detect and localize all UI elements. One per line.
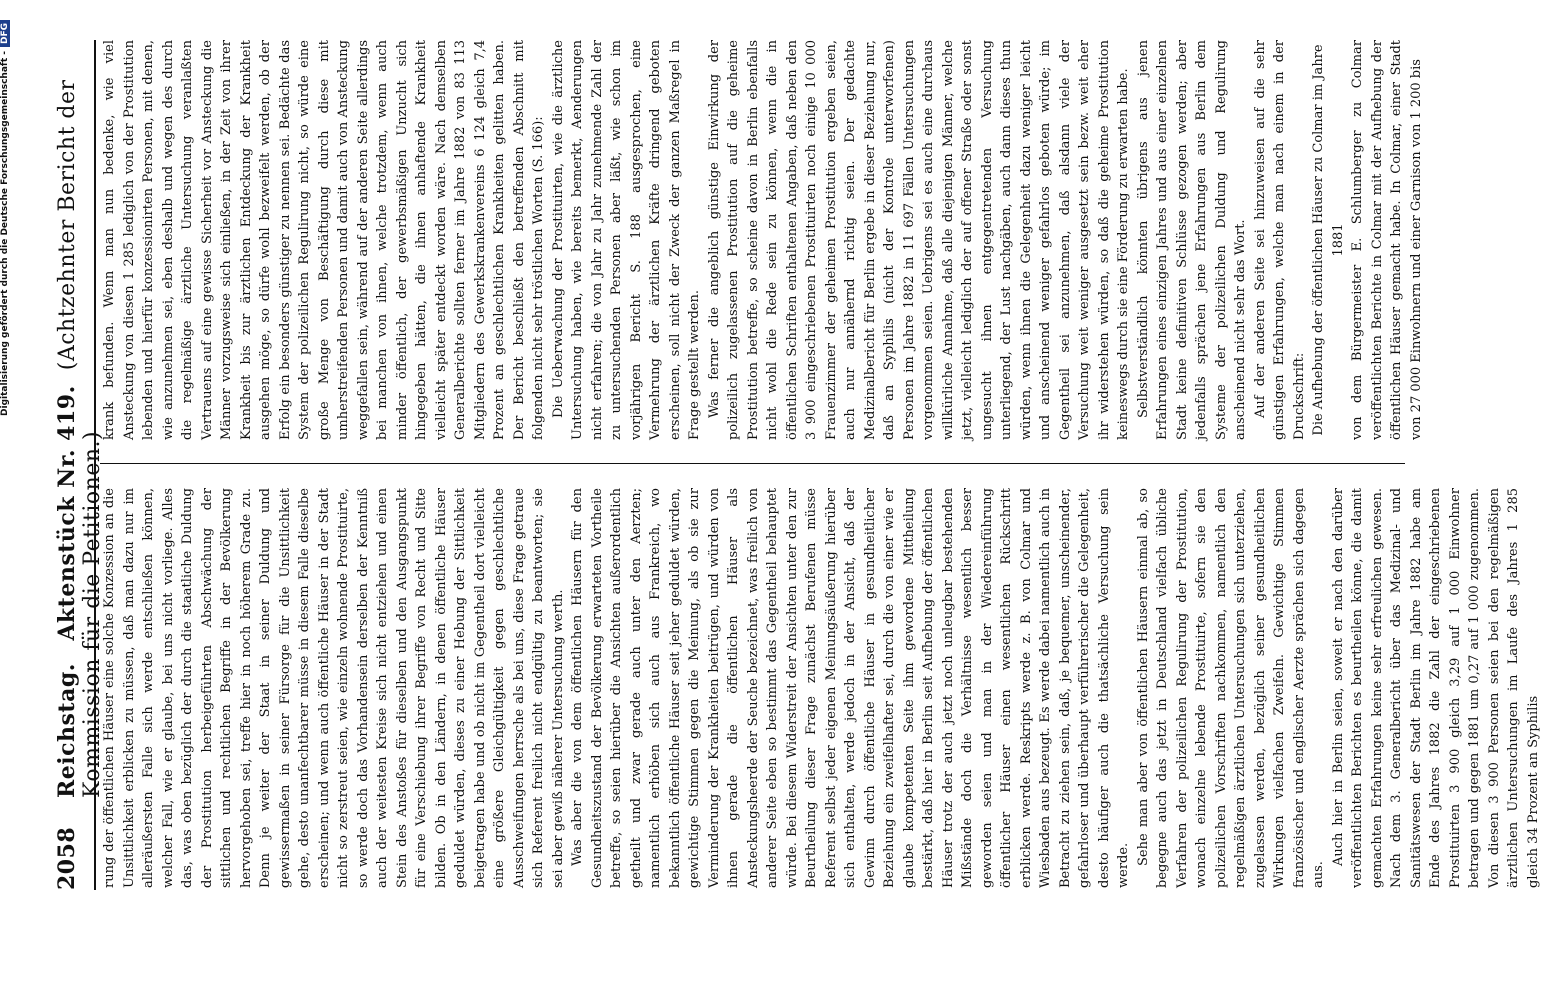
paragraph: rung der öffentlichen Häuser eine solche Konzession an die Unsittlichkeit erblicken zu müssen, daß man dazu nur im alleräußersten Falle sich werde entschließen können, welcher Fall, wie er glaube, bei uns nicht vorliege. Alles das, was oben bezüglich der durch die staatliche Duldung der Prostitution herbeigeführten Abschwächung der sittlichen und rechtlichen Begriffe in der Bevölkerung hervorgehoben sei, treffe hier in noch höherem Grade zu. Denn je weiter der Staat in seiner Duldung und gewissermaßen in seiner Fürsorge für die Unsittlichkeit gehe, desto unanfechtbarer müsse in diesem Falle dieselbe erscheinen; und wenn auch öffentliche Häuser in der Stadt nicht so zerstreut seien, wie einzeln wohnende Prostituirte, so werde doch das Vorhandensein derselben der Kenntniß auch der weitesten Kreise sich nicht entziehen und einen Stein des Anstoßes für dieselben und den Ausgangspunkt für eine Verschiebung ihrer Begriffe von Recht und Sitte bilden. Ob in den Ländern, in denen öffentliche Häuser geduldet würden, dieses zu einer Hebung der Sittlichkeit beigetragen habe und ob nicht im Gegentheil dort vielleicht eine größere Gleichgültigkeit gegen geschlechtliche Ausschweifungen herrsche als bei uns, diese Frage getraue sich Referent freilich nicht endgültig zu beantworten; sie sei aber gewiß näherer Untersuchung werth.	[102, 488, 566, 888]
left-column	[100, 488, 1541, 888]
dfg-logo: DFG	[0, 20, 10, 47]
title-document-number: Aktenstück Nr. 419.	[54, 385, 80, 641]
paragraph: Was ferner die angeblich günstige Einwirkung der polizeilich zugelassenen Prostitution auf die geheime Prostitution betreffe, so scheine davon in Berlin ebenfalls nicht wohl die Rede sein zu können, wenn die in öffentlichen Schriften enthaltenen Angaben, daß neben den 3 900 eingeschriebenen Prostituirten noch einige 10 000 Frauenzimmer der geheimen Prostitution ergeben seien, auch nur annähernd richtig seien. Der gedachte Medizinalbericht für Berlin ergebe in dieser Beziehung nur, daß an Syphilis (nicht der Kontrole unterworfenen) Personen im Jahre 1882 in 11 697 Fällen Untersuchungen vorgenommen seien. Uebrigens sei es auch eine durchaus willkürliche Annahme, daß alle diejenigen Männer, welche jetzt, vielleicht lediglich der auf offener Straße oder sonst ungesucht ihnen entgegentretenden Versuchung unterliegend, der Lust nachgäben, auch dann dieses thun würden, wenn ihnen die Gelegenheit dazu weniger leicht und anscheinend weniger gefahrlos geboten würde; im Gegentheil sei anzunehmen, daß alsdann viele der Versuchung weit weniger ausgesetzt sein bezw. weit eher ihr widerstehen würden, so daß die geheime Prostitution keineswegs durch sie eine Förderung zu erwarten habe.	[706, 40, 1131, 440]
title-prefix: Reichstag.	[54, 663, 80, 798]
page-number: 2058	[54, 826, 80, 890]
cited-title: Die Aufhebung der öffentlichen Häuser zu Colmar im Jahre 1881	[1311, 44, 1346, 436]
paragraph: von dem Bürgermeister E. Schlumberger zu Colmar veröffentlichten Berichte in Colmar mit der Aufhebung der öffentlichen Häuser gemacht habe. In Colmar, einer Stadt von 27 000 Einwohnern und einer Garnison von 1 200 bis	[1350, 40, 1424, 440]
header-rule	[94, 40, 96, 890]
paragraph: Auch hier in Berlin seien, soweit er nach den darüber veröffentlichten Berichten es beurtheilen könne, die damit gemachten Erfahrungen keine sehr erfreulichen gewesen. Nach dem 3. Generalbericht über das Medizinal- und Sanitätswesen der Stadt Berlin im Jahre 1882 habe am Ende des Jahres 1882 die Zahl der eingeschriebenen Prostituirten 3 900 gleich 3,29 auf 1 000 Einwohner betragen und gegen 1881 um 0,27 auf 1 000 zugenommen. Von diesen 3 900 Personen seien bei den regelmäßigen ärztlichen Untersuchungen im Laufe des Jahres 1 285 gleich 34 Prozent an Syphilis	[1330, 488, 1541, 888]
paragraph: Auf der anderen Seite sei hinzuweisen auf die sehr günstigen Erfahrungen, welche man nach einem in der Druckschrift:	[1252, 40, 1307, 440]
title-rest: (Achtzehnter Bericht der Kommission für die Petitionen.)	[55, 79, 105, 798]
paragraph: Was aber die von dem öffentlichen Häusern für den Gesundheitszustand der Bevölkerung erwarteten Vortheile betreffe, so seien hierüber die Ansichten außerordentlich getheilt und zwar gerade auch unter den Aerzten; namentlich erhöben sich auch aus Frankreich, wo bekanntlich öffentliche Häuser seit jeher geduldet würden, gewichtige Stimmen gegen die Meinung, als ob sie zur Verminderung der Krankheiten beitrügen, und würden von ihnen gerade die öffentlichen Häuser als Ansteckungsheerde der Seuche bezeichnet, was freilich von anderer Seite eben so bestimmt das Gegentheil behauptet würde. Bei diesem Widerstreit der Ansichten unter den zur Beurtheilung dieser Frage zunächst Berufenen müsse Referent selbst jeder eigenen Meinungsäußerung hierüber sich enthalten, werde jedoch in der Ansicht, daß der Gewinn durch öffentliche Häuser in gesundheitlicher Beziehung ein zweifelhafter sei, durch die von einer wie er glaube kompetenten Seite ihm gewordene Mittheilung bestärkt, daß hier in Berlin seit Aufhebung der öffentlichen Häuser trotz der auch jetzt noch unleugbar bestehenden Mißstände doch die Verhältnisse wesentlich besser geworden seien und man in der Wiedereinführung öffentlicher Häuser einen wesentlichen Rückschritt erblicken werde. Reskripts werde z. B. von Colmar und Wiesbaden aus bezeugt. Es werde dabei namentlich auch in Betracht zu ziehen sein, daß, je bequemer, unscheinender, gefahrloser und überhaupt verführerischer die Gelegenheit, desto häufiger auch die thatsächliche Versuchung sein werde.	[570, 488, 1131, 888]
right-column	[100, 40, 1424, 440]
digitization-credit	[0, 20, 20, 980]
running-head	[52, 40, 105, 890]
quoted-paragraph: Die Ueberwachung der Prostituirten, wie die ärztliche Untersuchung haben, wie bereits bemerkt, Aenderungen nicht erfahren; die von Jahr zu Jahr zunehmende Zahl der zu untersuchenden Personen aber läßt, wie schon im vorjährigen Bericht S. 188 ausgesprochen, eine Vermehrung der ärztlichen Kräfte dringend geboten erscheinen, soll nicht der Zweck der ganzen Maßregel in Frage gestellt werden.	[550, 40, 702, 440]
paragraph: krank befunden. Wenn man nun bedenke, wie viel Ansteckung von diesen 1 285 lediglich von der Prostitution lebenden und hierfür konzessionirten Personen, mit denen, wie anzunehmen sei, eben deshalb und wegen des durch die regelmäßige ärztliche Untersuchung veranlaßten Vertrauens auf eine gewisse Sicherheit vor Ansteckung die Männer vorzugsweise sich einließen, in der Zeit von ihrer Krankheit bis zur ärztlichen Entdeckung der Krankheit ausgehen möge, so dürfe wohl bezweifelt werden, ob der Erfolg ein besonders günstiger zu nennen sei. Bedächte das System der polizeilichen Regulirung nicht, so würde eine große Menge von Beschäftigung durch diese mit umherstreifenden Personen und damit auch von Ansteckung weggefallen sein, während auf der anderen Seite allerdings bei manchen von ihnen, welche trotzdem, wenn auch minder öffentlich, der gewerbsmäßigen Unzucht sich hingegeben hätten, die ihnen anhaftende Krankheit vielleicht später entdeckt worden wäre. Nach demselben Generalberichte sollten ferner im Jahre 1882 von 83 113 Mitgliedern des Gewerkskrankenvereins 6 124 gleich 7,4 Prozent an geschlechtlichen Krankheiten gelitten haben. Der Bericht beschließt den betreffenden Abschnitt mit folgenden nicht sehr tröstlichen Worten (S. 166):	[102, 40, 546, 440]
digitization-credit-text: Digitalisierung gefördert durch die Deutsche Forschungsgemeinschaft -	[0, 51, 10, 416]
page-title	[54, 40, 105, 798]
paragraph: Sehe man aber von öffentlichen Häusern einmal ab, so begegne auch das jetzt in Deutschland vielfach übliche Verfahren der polizeilichen Regulirung der Prostitution, wonach einzelne lebende Prostituirte, sofern sie den polizeilichen Vorschriften nachkommen, namentlich den regelmäßigen ärztlichen Untersuchungen sich unterziehen, zugelassen werden, bezüglich seiner gesundheitlichen Wirkungen vielfachen Zweifeln. Gewichtige Stimmen französischer und englischer Aerzte sprächen sich dagegen aus.	[1135, 488, 1326, 888]
column-divider	[100, 463, 1405, 464]
paragraph: Selbstverständlich könnten übrigens aus jenen Erfahrungen eines einzigen Jahres und aus einer einzelnen Stadt keine definitiven Schlüsse gezogen werden; aber jedenfalls sprächen jene Erfahrungen aus Berlin dem Systeme der polizeilichen Duldung und Regulirung anscheinend nicht sehr das Wort.	[1135, 40, 1248, 440]
